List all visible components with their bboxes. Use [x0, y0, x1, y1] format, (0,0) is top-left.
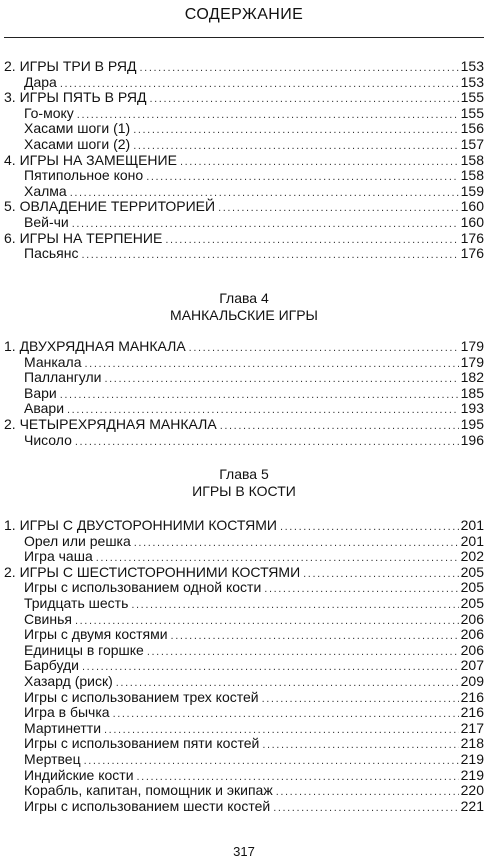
toc-entry-title: Манкала [24, 353, 82, 370]
toc-entry-title: Игры с использованием пяти костей [24, 735, 260, 752]
toc-section-entry [0, 59, 488, 75]
toc-entry-page: 201 [460, 517, 484, 533]
toc-entry-title: 1. ДВУХРЯДНАЯ МАНКАЛА [4, 338, 186, 354]
toc-entry-page: 205 [460, 594, 484, 611]
toc-subentry [0, 799, 488, 815]
toc-subentry [0, 75, 488, 91]
toc-subentry [0, 215, 488, 231]
toc-entry-page: 160 [460, 198, 484, 215]
chapter-title: МАНКАЛЬСКИЕ ИГРЫ [170, 307, 318, 323]
toc-entry-page: 209 [460, 672, 484, 689]
toc-entry-title: Единицы в горшке [24, 641, 144, 658]
toc-entry-title: Игры с двумя костями [24, 626, 168, 643]
toc-entry-title: Игра в бычка [24, 704, 110, 721]
toc-entry-page: 153 [460, 58, 484, 74]
page-number: 317 [233, 844, 255, 859]
toc-entry-title: Хасами шоги (2) [24, 135, 131, 152]
toc-subentry [0, 534, 488, 550]
toc-entry-title: Тридцать шесть [24, 594, 129, 611]
toc-entry-page: 206 [460, 610, 484, 627]
toc-entry-page: 205 [460, 563, 484, 580]
toc-entry-page: 202 [460, 548, 484, 565]
toc-entry-page: 217 [460, 719, 484, 736]
toc-section-entry [0, 153, 488, 169]
toc-entry-page: 219 [460, 766, 484, 783]
toc-entry-page: 176 [460, 245, 484, 262]
toc-entry-page: 179 [460, 353, 484, 370]
toc-entry-page: 157 [460, 135, 484, 152]
toc-entry-title: Чисоло [24, 431, 72, 448]
dot-leader [81, 248, 458, 264]
toc-entry-title: Дара [24, 73, 57, 90]
toc-subentry [0, 184, 488, 200]
toc-entry-page: 205 [460, 579, 484, 596]
toc-section-entry [0, 339, 488, 355]
toc-entry-page: 201 [460, 532, 484, 549]
toc-entry-title: Индийские кости [24, 766, 134, 783]
toc-subentry [0, 643, 488, 659]
toc-entry-title: Игры с использованием шести костей [24, 797, 271, 814]
toc-entry-page: 216 [460, 704, 484, 721]
page-header-title: СОДЕРЖАНИЕ [184, 6, 304, 23]
toc-subentry [0, 580, 488, 596]
toc-entry-title: Вари [24, 384, 57, 401]
toc-entry-title: Мартинетти [24, 719, 102, 736]
chapter-title: ИГРЫ В КОСТИ [192, 483, 296, 499]
toc-entry-page: 155 [460, 104, 484, 121]
toc-subentry [0, 137, 488, 153]
toc-entry-page: 156 [460, 120, 484, 137]
toc-entry-page: 176 [460, 229, 484, 246]
toc-entry-page: 159 [460, 182, 484, 199]
toc-section-entry [0, 417, 488, 433]
toc-section-chapter-5 [0, 518, 488, 814]
toc-entry-page: 218 [460, 735, 484, 752]
toc-entry-page: 216 [460, 688, 484, 705]
toc-entry-title: 2. ЧЕТЫРЕХРЯДНАЯ МАНКАЛА [4, 415, 217, 432]
toc-entry-page: 196 [460, 431, 484, 448]
toc-section-entry [0, 199, 488, 215]
toc-entry-title: Игры с использованием трех костей [24, 688, 259, 705]
chapter-4-heading [0, 290, 488, 324]
toc-entry-title: Паллангули [24, 369, 102, 386]
toc-entry-title: Корабль, капитан, помощник и экипаж [24, 782, 273, 799]
toc-subentry [0, 612, 488, 628]
toc-entry-page: 220 [460, 782, 484, 799]
toc-entry-title: Игра чаша [24, 548, 93, 565]
dot-leader [75, 435, 459, 451]
toc-entry-page: 207 [460, 657, 484, 674]
toc-entry-page: 160 [460, 213, 484, 230]
toc-subentry [0, 768, 488, 784]
toc-subentry [0, 549, 488, 565]
toc-entry-page: 153 [460, 73, 484, 90]
toc-entry-title: 1. ИГРЫ С ДВУСТОРОННИМИ КОСТЯМИ [4, 517, 277, 533]
toc-subentry [0, 433, 488, 449]
toc-section-chapter-4 [0, 339, 488, 448]
toc-subentry [0, 721, 488, 737]
toc-subentry [0, 736, 488, 752]
toc-entry-title: 4. ИГРЫ НА ЗАМЕЩЕНИЕ [4, 151, 177, 168]
toc-entry-title: 2. ИГРЫ ТРИ В РЯД [4, 58, 137, 74]
toc-entry-title: Свинья [24, 610, 72, 627]
toc-entry-page: 206 [460, 626, 484, 643]
toc-subentry [0, 370, 488, 386]
toc-entry-page: 221 [460, 797, 484, 814]
toc-section-chapter-3 [0, 59, 488, 262]
toc-entry-page: 158 [460, 167, 484, 184]
toc-entry-page: 185 [460, 384, 484, 401]
toc-subentry [0, 355, 488, 371]
toc-entry-title: 3. ИГРЫ ПЯТЬ В РЯД [4, 89, 147, 106]
toc-subentry [0, 168, 488, 184]
toc-entry-page: 179 [460, 338, 484, 354]
toc-entry-title: Хазард (риск) [24, 672, 113, 689]
toc-subentry [0, 386, 488, 402]
toc-entry-title: Вей-чи [24, 213, 69, 230]
header-divider [4, 37, 484, 38]
toc-entry-page: 195 [460, 415, 484, 432]
toc-entry-page: 219 [460, 750, 484, 767]
toc-entry-title: 5. ОВЛАДЕНИЕ ТЕРРИТОРИЕЙ [4, 198, 216, 215]
toc-subentry [0, 106, 488, 122]
toc-entry-page: 193 [460, 400, 484, 417]
toc-entry-title: Барбуди [24, 657, 79, 674]
toc-subentry [0, 401, 488, 417]
toc-entry-title: Игры с использованием одной кости [24, 579, 262, 596]
chapter-5-heading [0, 466, 488, 500]
dot-leader [273, 801, 458, 817]
toc-section-entry [0, 518, 488, 534]
toc-entry-title: 6. ИГРЫ НА ТЕРПЕНИЕ [4, 229, 163, 246]
toc-entry-title: Пятипольное коно [24, 167, 144, 184]
toc-entry-title: Авари [24, 400, 65, 417]
toc-entry-page: 155 [460, 89, 484, 106]
toc-subentry [0, 596, 488, 612]
chapter-label: Глава 5 [219, 466, 269, 482]
toc-section-entry [0, 565, 488, 581]
toc-entry-title: Орел или решка [24, 532, 131, 549]
toc-subentry [0, 783, 488, 799]
toc-subentry [0, 674, 488, 690]
toc-subentry [0, 705, 488, 721]
toc-entry-page: 158 [460, 151, 484, 168]
toc-entry-title: Го-моку [24, 104, 74, 121]
toc-section-entry [0, 90, 488, 106]
toc-subentry [0, 246, 488, 262]
toc-entry-page: 182 [460, 369, 484, 386]
toc-entry-title: Пасьянс [24, 245, 79, 262]
toc-subentry [0, 121, 488, 137]
toc-entry-page: 206 [460, 641, 484, 658]
toc-subentry [0, 752, 488, 768]
toc-entry-title: Хасами шоги (1) [24, 120, 131, 137]
toc-section-entry [0, 231, 488, 247]
toc-subentry [0, 690, 488, 706]
toc-entry-title: 2. ИГРЫ С ШЕСТИСТОРОННИМИ КОСТЯМИ [4, 563, 301, 580]
toc-subentry [0, 658, 488, 674]
toc-entry-title: Халма [24, 182, 67, 199]
toc-entry-title: Мертвец [24, 750, 81, 767]
toc-subentry [0, 627, 488, 643]
chapter-label: Глава 4 [219, 290, 269, 306]
